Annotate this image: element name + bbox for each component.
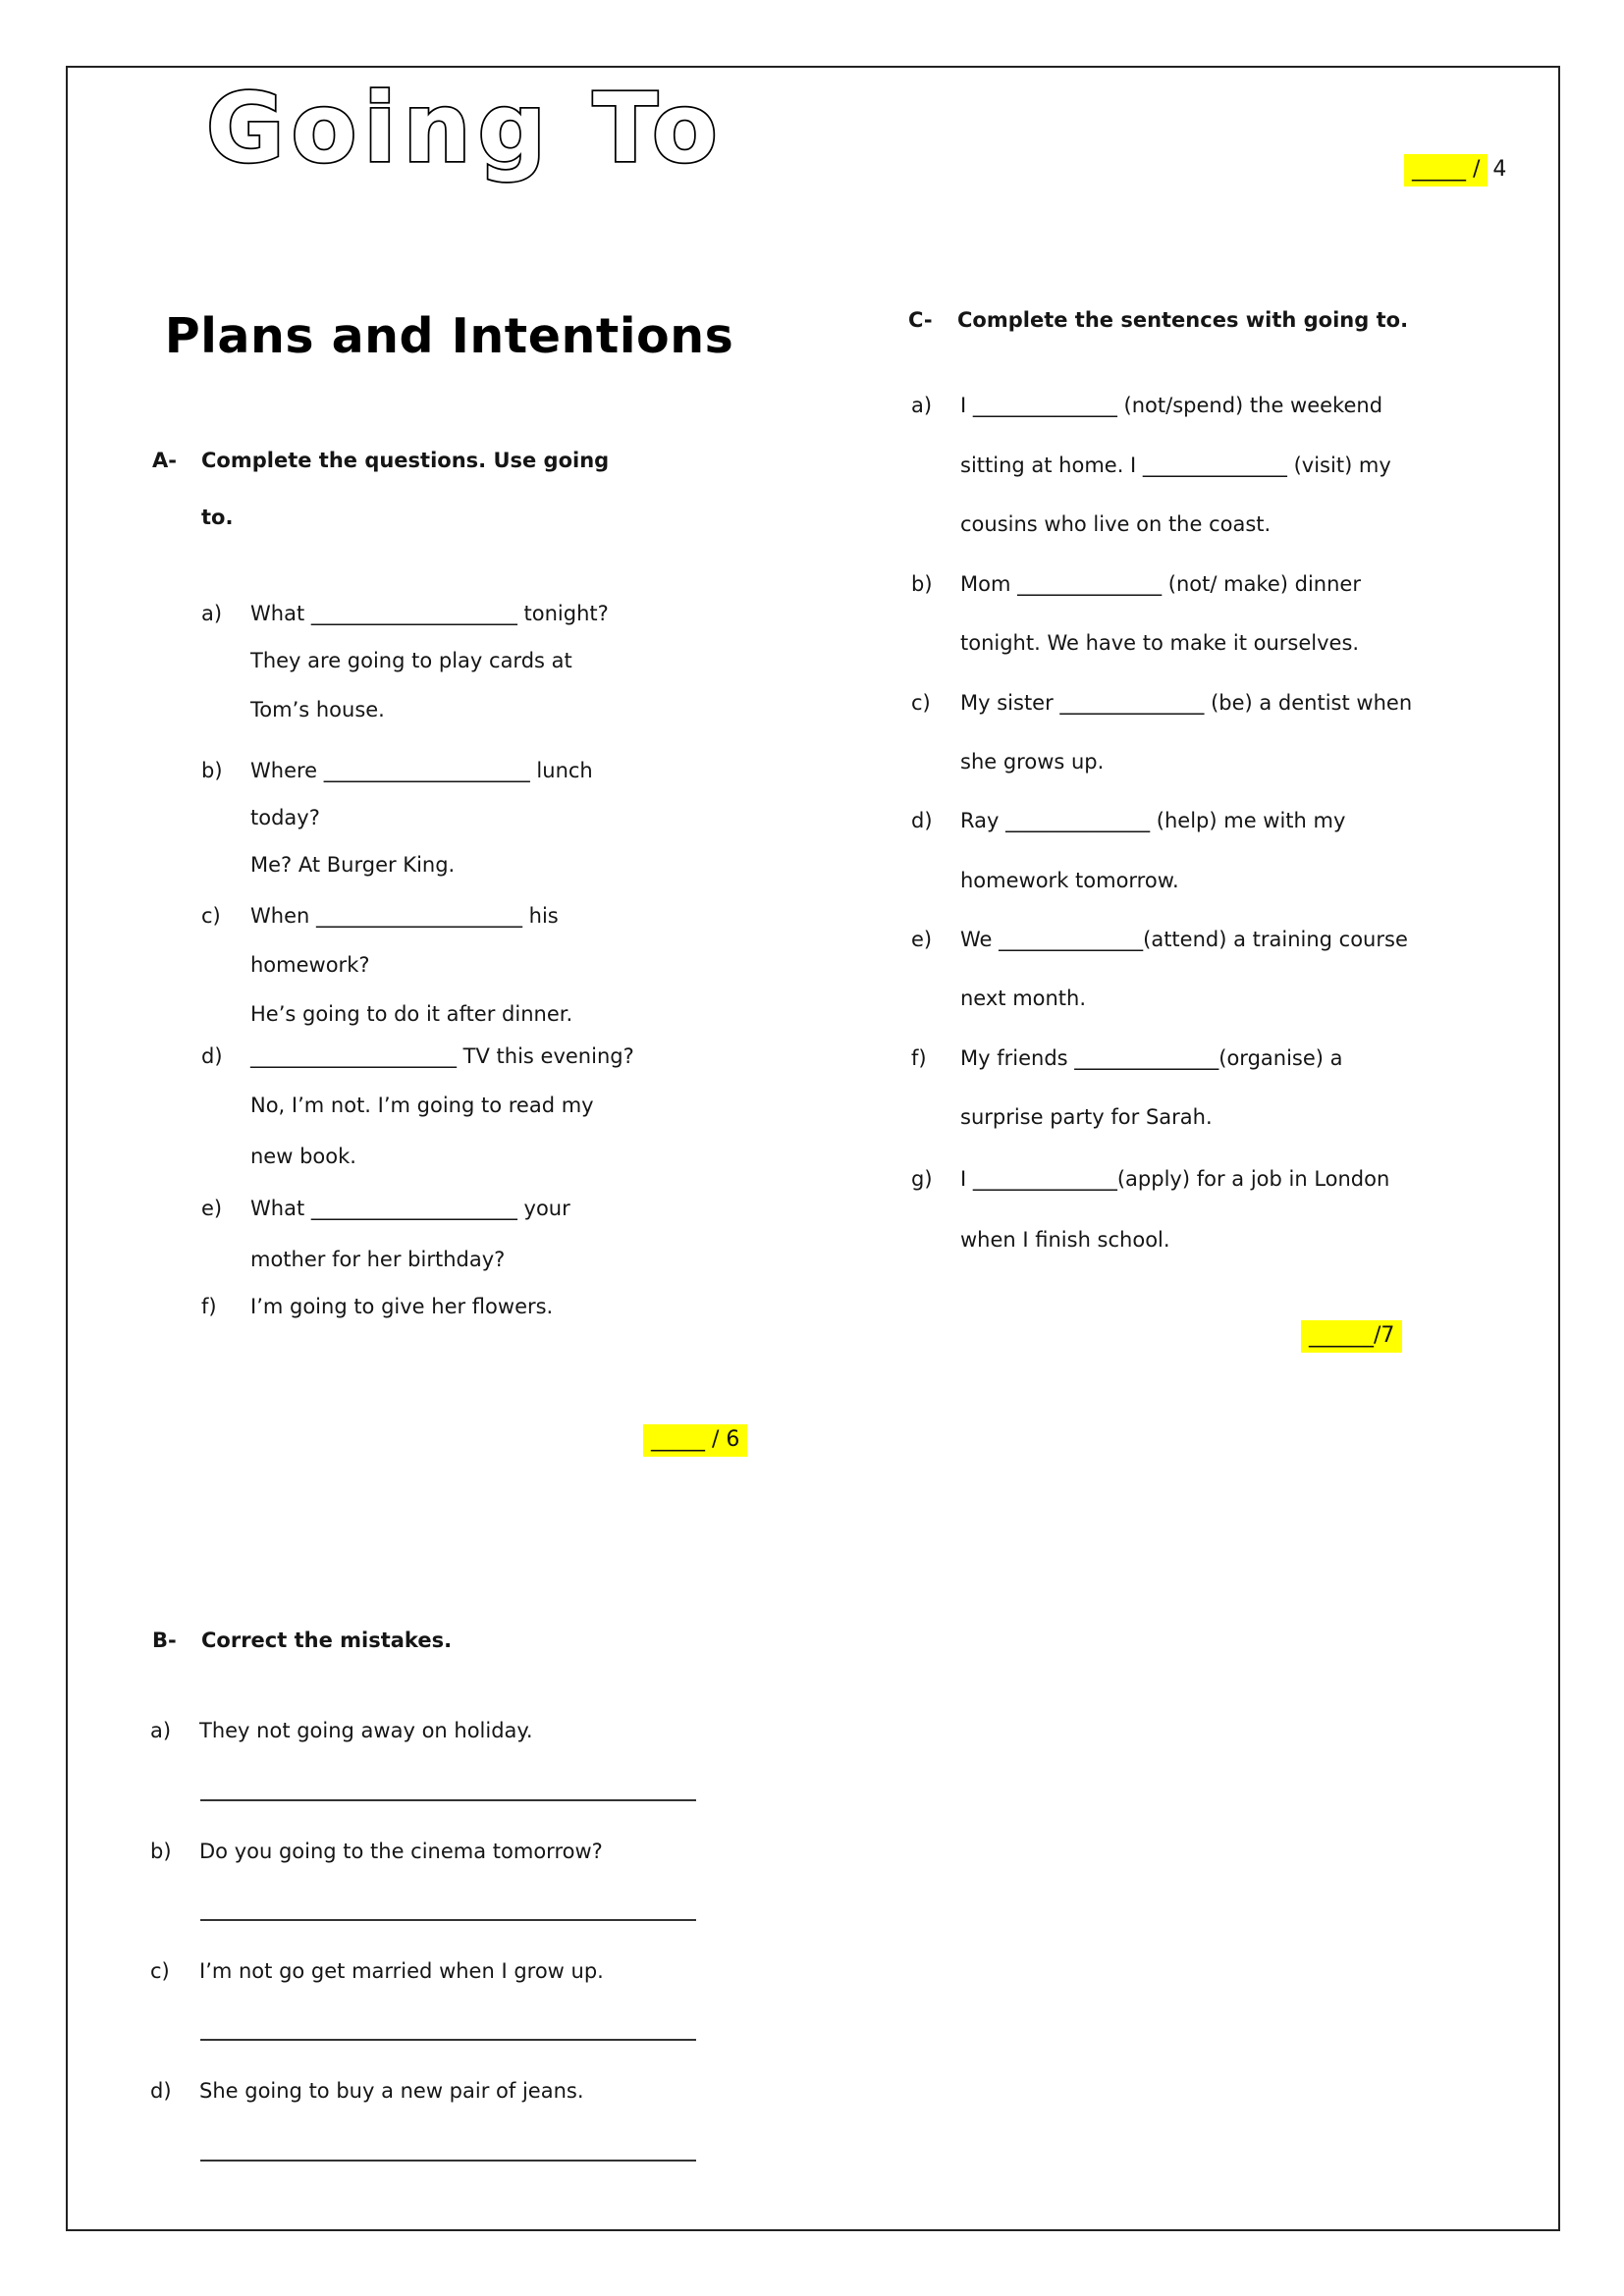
section-a-heading-line1: A- Complete the questions. Use going <box>152 449 610 472</box>
section-c-item-e-line1: e) We ______________(attend) a training course <box>911 928 1408 951</box>
section-a-item-b-line2: today? <box>250 806 320 829</box>
section-a-item-e-line1: e) What ____________________ your <box>201 1197 570 1220</box>
section-a-item-d-line3: new book. <box>250 1145 356 1168</box>
score-blank-top: _____ / <box>1404 154 1488 187</box>
section-c-item-b-line2: tonight. We have to make it ourselves. <box>960 631 1360 655</box>
section-b-item-d: d) She going to buy a new pair of jeans. <box>150 2079 584 2103</box>
section-c-item-c-line1: c) My sister ______________ (be) a dentist when <box>911 691 1413 715</box>
section-a-item-b-line3: Me? At Burger King. <box>250 853 456 877</box>
section-c-label: C- <box>908 308 933 332</box>
section-c-heading: C- Complete the sentences with going to. <box>908 308 1409 332</box>
section-c-item-f-line2: surprise party for Sarah. <box>960 1105 1213 1129</box>
section-a-item-d-line1: d) ____________________ TV this evening? <box>201 1044 634 1068</box>
section-c-item-e-line2: next month. <box>960 987 1087 1010</box>
section-b-item-a: a) They not going away on holiday. <box>150 1719 533 1742</box>
section-c-item-g-line1: g) I ______________(apply) for a job in London <box>911 1167 1390 1191</box>
section-b-answer-line-b <box>200 1919 696 1921</box>
section-a-item-c-line2: homework? <box>250 953 370 977</box>
section-a-heading-line2: to. <box>201 506 234 529</box>
section-c-item-d-line1: d) Ray ______________ (help) me with my <box>911 809 1346 832</box>
section-c-item-f-line1: f) My friends ______________(organise) a <box>911 1046 1343 1070</box>
section-a-item-d-line2: No, I’m not. I’m going to read my <box>250 1094 594 1117</box>
section-b-item-b: b) Do you going to the cinema tomorrow? <box>150 1840 603 1863</box>
section-b-answer-line-d <box>200 2160 696 2162</box>
section-a-item-c-line1: c) When ____________________ his <box>201 904 559 928</box>
section-c-item-a-line1: a) I ______________ (not/spend) the weekend <box>911 394 1383 417</box>
section-a-item-b-line1: b) Where ____________________ lunch <box>201 759 593 782</box>
section-a-item-c-line3: He’s going to do it after dinner. <box>250 1002 573 1026</box>
worksheet-title: Going To <box>206 73 725 184</box>
section-c-item-a-line2: sitting at home. I ______________ (visit) my <box>960 454 1391 477</box>
score-box-section-c <box>1301 1323 1402 1348</box>
section-a-item-e-line2: mother for her birthday? <box>250 1248 506 1271</box>
section-b-answer-line-a <box>200 1799 696 1801</box>
section-a-item-f-line1: f) I’m going to give her flowers. <box>201 1295 554 1318</box>
section-c-item-a-line3: cousins who live on the coast. <box>960 512 1272 536</box>
section-a-item-a-line1: a) What ____________________ tonight? <box>201 602 609 625</box>
section-c-item-d-line2: homework tomorrow. <box>960 869 1179 892</box>
section-a-label: A- <box>152 449 177 472</box>
section-c-item-b-line1: b) Mom ______________ (not/ make) dinner <box>911 572 1361 596</box>
score-box-section-a <box>643 1427 747 1452</box>
section-a-item-a-line2: They are going to play cards at <box>250 649 572 672</box>
section-c-item-g-line2: when I finish school. <box>960 1228 1170 1252</box>
page-subtitle: Plans and Intentions <box>164 308 734 364</box>
score-blank-section-c: ______/7 <box>1301 1320 1402 1353</box>
section-b-item-c: c) I’m not go get married when I grow up. <box>150 1959 604 1983</box>
section-a-item-a-line3: Tom’s house. <box>250 698 385 721</box>
score-box-top <box>1404 157 1506 182</box>
section-b-answer-line-c <box>200 2039 696 2041</box>
section-b-heading: B- Correct the mistakes. <box>152 1629 453 1652</box>
section-b-label: B- <box>152 1629 177 1652</box>
score-blank-section-a: _____ / 6 <box>643 1424 747 1457</box>
section-c-item-c-line2: she grows up. <box>960 750 1105 774</box>
score-total-top: 4 <box>1492 157 1507 182</box>
